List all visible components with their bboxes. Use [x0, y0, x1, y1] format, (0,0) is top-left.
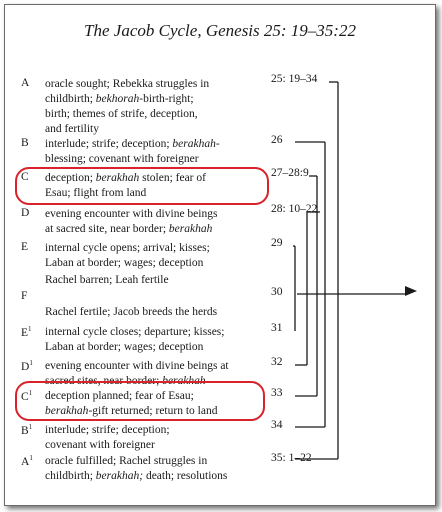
section-line: Rachel fertile; Jacob breeds the herds: [45, 306, 218, 318]
section-line: Esau; flight from land: [45, 187, 147, 199]
section-letter-b1: $B^1$: [21, 423, 33, 437]
chapter-ref-d: 28: 10–22: [271, 203, 318, 215]
chapter-ref-e: 29: [271, 237, 283, 249]
chapter-ref-a: 25: 19–34: [271, 73, 318, 85]
figure-frame: [4, 4, 436, 506]
section-line: oracle fulfilled; Rachel struggles in: [45, 455, 208, 467]
section-letter-e: E: [21, 241, 29, 253]
chapter-ref-e1: 31: [271, 322, 283, 334]
section-line: interlude; strife; deception; berakhah-: [45, 138, 220, 150]
section-line: internal cycle opens; arrival; kisses;: [45, 242, 210, 254]
section-text-b: [45, 137, 270, 167]
section-line: at sacred site, near border; berakhah: [45, 223, 213, 235]
highlight-c: [15, 167, 269, 205]
section-text-b1: [45, 423, 270, 453]
section-text-e: [45, 241, 270, 271]
highlight-c1: [15, 381, 265, 421]
chapter-ref-b1: 34: [271, 419, 283, 431]
section-line: interlude; strife; deception;: [45, 424, 170, 436]
chapter-ref-f: 30: [271, 286, 283, 298]
figure-title: The Jacob Cycle, Genesis 25: 19–35:22: [84, 21, 356, 40]
section-line: Laban at border; wages; deception: [45, 257, 204, 269]
section-letter-a1: $A^1$: [21, 454, 33, 468]
section-text-rachel-fertile: [45, 305, 270, 320]
section-line: birth; themes of strife, deception,: [45, 108, 198, 120]
section-line: deception planned; fear of Esau;: [45, 390, 194, 402]
chapter-ref-a1: 35: 1–22: [271, 452, 312, 464]
arrow-head-icon: [405, 286, 417, 296]
section-letter-c1: $C^1$: [21, 389, 33, 403]
section-line: childbirth; berakhah; death; resolutions: [45, 470, 228, 482]
section-letter-d1: $D^1$: [21, 359, 33, 373]
section-line: deception; berakhah stolen; fear of: [45, 172, 206, 184]
section-letter-f: F: [21, 290, 28, 302]
section-line: Rachel barren; Leah fertile: [45, 274, 169, 286]
section-letter-d: D: [21, 207, 30, 219]
section-text-d: [45, 207, 270, 237]
section-text-a1: [45, 454, 270, 484]
chapter-ref-d1: 32: [271, 356, 283, 368]
chapter-ref-b: 26: [271, 134, 283, 146]
section-line: evening encounter with divine beings at: [45, 360, 229, 372]
section-line: and fertility: [45, 123, 99, 135]
section-letter-c: C: [21, 171, 29, 183]
section-letter-a: A: [21, 77, 30, 89]
section-line: covenant with foreigner: [45, 439, 155, 451]
section-text-a: [45, 77, 270, 137]
section-text-rachel-barren: [45, 273, 270, 288]
chapter-ref-c: 27–28:9: [271, 167, 309, 179]
section-line: internal cycle closes; departure; kisses;: [45, 326, 225, 338]
section-line: Laban at border; wages; deception: [45, 341, 204, 353]
section-line: berakhah-gift returned; return to land: [45, 405, 218, 417]
section-line: sacred sites, near border; berakhah: [45, 375, 206, 387]
section-line: childbirth; bekhorah-birth-right;: [45, 93, 194, 105]
section-text-e1: [45, 325, 270, 355]
section-letter-b: B: [21, 137, 29, 149]
section-line: blessing; covenant with foreigner: [45, 153, 199, 165]
chapter-ref-c1: 33: [271, 387, 283, 399]
section-line: evening encounter with divine beings: [45, 208, 218, 220]
section-letter-e1: $E^1$: [21, 325, 32, 339]
section-line: oracle sought; Rebekka struggles in: [45, 78, 210, 90]
